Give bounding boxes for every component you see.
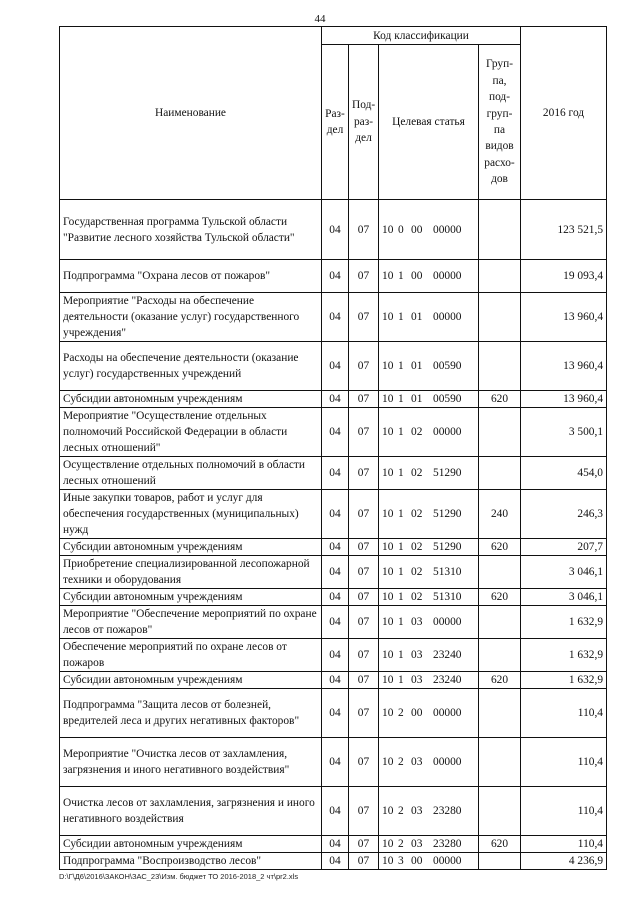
row-target-subprogram: 1 xyxy=(398,649,404,661)
row-razdel: 04 xyxy=(322,689,349,738)
row-podrazdel: 07 xyxy=(349,853,379,870)
row-name: Подпрограмма "Защита лесов от болезней, вредителей леса и других негативных факторов" xyxy=(60,689,322,738)
row-target-direction: 51310 xyxy=(433,591,462,603)
row-target-event: 01 xyxy=(411,360,423,372)
row-vid xyxy=(479,787,521,836)
row-name: Государственная программа Тульской области "Развитие лесного хозяйства Тульской области" xyxy=(60,200,322,260)
row-target xyxy=(379,457,479,490)
row-vid: 620 xyxy=(479,589,521,606)
row-target-subprogram: 2 xyxy=(398,805,404,817)
row-target-program: 10 xyxy=(382,467,394,479)
row-amount: 1 632,9 xyxy=(521,606,607,639)
table-row xyxy=(60,260,607,293)
row-podrazdel: 07 xyxy=(349,556,379,589)
row-target-direction: 51290 xyxy=(433,541,462,553)
row-target-subprogram: 2 xyxy=(398,756,404,768)
row-target-direction: 00590 xyxy=(433,393,462,405)
row-target-event: 02 xyxy=(411,541,423,553)
row-amount: 19 093,4 xyxy=(521,260,607,293)
row-target xyxy=(379,408,479,457)
table-row xyxy=(60,738,607,787)
file-path-footer: D:\Г\Д6\2016\ЗАКОН\ЗАС_23\Изм. бюджет ТО 2016-2018_2 чт\pr2.xls xyxy=(59,872,299,881)
row-amount: 123 521,5 xyxy=(521,200,607,260)
row-podrazdel: 07 xyxy=(349,639,379,672)
row-target-program: 10 xyxy=(382,756,394,768)
page-number: 44 xyxy=(314,13,326,25)
row-target-event: 02 xyxy=(411,467,423,479)
row-name: Подпрограмма "Охрана лесов от пожаров" xyxy=(60,260,322,293)
row-target-subprogram: 1 xyxy=(398,508,404,520)
row-name: Мероприятие "Обеспечение мероприятий по охране лесов от пожаров" xyxy=(60,606,322,639)
row-target-program: 10 xyxy=(382,674,394,686)
row-target xyxy=(379,391,479,408)
row-razdel: 04 xyxy=(322,408,349,457)
row-vid xyxy=(479,200,521,260)
row-podrazdel: 07 xyxy=(349,391,379,408)
table-row xyxy=(60,408,607,457)
row-target-program: 10 xyxy=(382,223,394,236)
row-target-subprogram: 1 xyxy=(398,426,404,438)
row-vid xyxy=(479,556,521,589)
row-name: Мероприятие "Расходы на обеспечение деятельности (оказание услуг) государственного учреждения" xyxy=(60,293,322,342)
row-target-program: 10 xyxy=(382,270,394,282)
row-podrazdel: 07 xyxy=(349,342,379,391)
row-podrazdel: 07 xyxy=(349,539,379,556)
header-name: Наименование xyxy=(60,27,322,200)
row-amount: 110,4 xyxy=(521,738,607,787)
row-target-subprogram: 1 xyxy=(398,270,404,282)
row-razdel: 04 xyxy=(322,200,349,260)
row-amount: 3 046,1 xyxy=(521,556,607,589)
row-vid xyxy=(479,689,521,738)
row-target-program: 10 xyxy=(382,426,394,438)
row-name: Обеспечение мероприятий по охране лесов от пожаров xyxy=(60,639,322,672)
table-row xyxy=(60,490,607,539)
row-target-subprogram: 1 xyxy=(398,541,404,553)
row-target xyxy=(379,490,479,539)
row-podrazdel: 07 xyxy=(349,738,379,787)
row-name: Осуществление отдельных полномочий в области лесных отношений xyxy=(60,457,322,490)
row-target-subprogram: 1 xyxy=(398,674,404,686)
table-row xyxy=(60,853,607,870)
row-razdel: 04 xyxy=(322,457,349,490)
row-target-direction: 00000 xyxy=(433,223,462,236)
row-target xyxy=(379,836,479,853)
row-target-subprogram: 1 xyxy=(398,616,404,628)
row-razdel: 04 xyxy=(322,738,349,787)
row-target-event: 02 xyxy=(411,566,423,578)
row-razdel: 04 xyxy=(322,787,349,836)
row-target-direction: 00000 xyxy=(433,616,462,628)
header-vid-text: Груп- па, под- груп- па видов расхо- дов xyxy=(484,58,515,186)
row-vid xyxy=(479,457,521,490)
row-target-subprogram: 1 xyxy=(398,566,404,578)
table-row xyxy=(60,556,607,589)
row-amount: 13 960,4 xyxy=(521,342,607,391)
row-target xyxy=(379,260,479,293)
row-name: Очистка лесов от захламления, загрязнения и иного негативного воздействия xyxy=(60,787,322,836)
table-row xyxy=(60,200,607,260)
row-target-event: 01 xyxy=(411,311,423,323)
row-target-event: 02 xyxy=(411,508,423,520)
table-row xyxy=(60,539,607,556)
row-target-event: 03 xyxy=(411,616,423,628)
row-target-program: 10 xyxy=(382,838,394,850)
header-razdel xyxy=(322,45,349,200)
row-target-direction: 23280 xyxy=(433,838,462,850)
row-target-subprogram: 1 xyxy=(398,393,404,405)
row-name: Приобретение специализированной лесопожарной техники и оборудования xyxy=(60,556,322,589)
row-target-direction: 51290 xyxy=(433,508,462,520)
row-name: Подпрограмма "Воспроизводство лесов" xyxy=(60,853,322,870)
row-podrazdel: 07 xyxy=(349,490,379,539)
row-podrazdel: 07 xyxy=(349,689,379,738)
table-row xyxy=(60,689,607,738)
row-target-program: 10 xyxy=(382,360,394,372)
row-target-direction: 23240 xyxy=(433,674,462,686)
header-row-top xyxy=(60,27,607,45)
row-razdel: 04 xyxy=(322,853,349,870)
header-classification: Код классификации xyxy=(322,27,521,45)
row-razdel: 04 xyxy=(322,836,349,853)
row-target-subprogram: 2 xyxy=(398,838,404,850)
row-razdel: 04 xyxy=(322,539,349,556)
row-target-event: 03 xyxy=(411,674,423,686)
row-name: Иные закупки товаров, работ и услуг для обеспечения государственных (муниципальных) нужд xyxy=(60,490,322,539)
row-razdel: 04 xyxy=(322,391,349,408)
row-target-event: 03 xyxy=(411,838,423,850)
row-amount: 3 046,1 xyxy=(521,589,607,606)
budget-table xyxy=(59,26,607,870)
header-podrazdel-text: Под- раз- дел xyxy=(352,99,376,145)
row-target-program: 10 xyxy=(382,616,394,628)
row-vid xyxy=(479,853,521,870)
row-target-subprogram: 1 xyxy=(398,360,404,372)
row-name: Субсидии автономным учреждениям xyxy=(60,589,322,606)
table-row xyxy=(60,836,607,853)
row-name: Расходы на обеспечение деятельности (оказание услуг) государственных учреждений xyxy=(60,342,322,391)
row-target xyxy=(379,342,479,391)
row-amount: 3 500,1 xyxy=(521,408,607,457)
row-amount: 246,3 xyxy=(521,490,607,539)
table-row xyxy=(60,391,607,408)
row-amount: 207,7 xyxy=(521,539,607,556)
row-target-event: 01 xyxy=(411,393,423,405)
table-row xyxy=(60,639,607,672)
row-target-program: 10 xyxy=(382,393,394,405)
row-podrazdel: 07 xyxy=(349,589,379,606)
table-row xyxy=(60,293,607,342)
row-target-program: 10 xyxy=(382,649,394,661)
row-target-direction: 00000 xyxy=(433,426,462,438)
row-name: Субсидии автономным учреждениям xyxy=(60,672,322,689)
row-target-program: 10 xyxy=(382,855,394,867)
header-podrazdel xyxy=(349,45,379,200)
row-target-direction: 23240 xyxy=(433,649,462,661)
row-target-event: 03 xyxy=(411,805,423,817)
row-target-direction: 23280 xyxy=(433,805,462,817)
header-razdel-text: Раз- дел xyxy=(325,107,345,136)
row-target-direction: 51310 xyxy=(433,566,462,578)
row-target xyxy=(379,539,479,556)
table-row xyxy=(60,342,607,391)
row-amount: 110,4 xyxy=(521,689,607,738)
row-target xyxy=(379,787,479,836)
row-target xyxy=(379,672,479,689)
row-name: Субсидии автономным учреждениям xyxy=(60,836,322,853)
row-target-program: 10 xyxy=(382,591,394,603)
row-target-subprogram: 0 xyxy=(398,223,404,236)
table-row xyxy=(60,589,607,606)
row-razdel: 04 xyxy=(322,639,349,672)
row-podrazdel: 07 xyxy=(349,457,379,490)
row-podrazdel: 07 xyxy=(349,293,379,342)
row-razdel: 04 xyxy=(322,606,349,639)
row-podrazdel: 07 xyxy=(349,260,379,293)
row-razdel: 04 xyxy=(322,293,349,342)
row-razdel: 04 xyxy=(322,260,349,293)
row-name: Мероприятие "Очистка лесов от захламления, загрязнения и иного негативного воздействия" xyxy=(60,738,322,787)
row-razdel: 04 xyxy=(322,490,349,539)
row-target-direction: 00000 xyxy=(433,311,462,323)
row-amount: 13 960,4 xyxy=(521,293,607,342)
row-razdel: 04 xyxy=(322,672,349,689)
row-vid: 240 xyxy=(479,490,521,539)
row-target-subprogram: 3 xyxy=(398,855,404,867)
row-vid xyxy=(479,342,521,391)
row-amount: 4 236,9 xyxy=(521,853,607,870)
row-vid: 620 xyxy=(479,672,521,689)
row-vid xyxy=(479,408,521,457)
header-vid xyxy=(479,45,521,200)
row-amount: 110,4 xyxy=(521,836,607,853)
row-amount: 454,0 xyxy=(521,457,607,490)
row-vid: 620 xyxy=(479,836,521,853)
row-vid xyxy=(479,260,521,293)
row-vid xyxy=(479,639,521,672)
row-target xyxy=(379,639,479,672)
row-target-subprogram: 1 xyxy=(398,311,404,323)
row-razdel: 04 xyxy=(322,342,349,391)
row-amount: 110,4 xyxy=(521,787,607,836)
row-amount: 13 960,4 xyxy=(521,391,607,408)
row-target-subprogram: 1 xyxy=(398,591,404,603)
row-razdel: 04 xyxy=(322,556,349,589)
row-target-event: 00 xyxy=(411,270,423,282)
row-vid xyxy=(479,606,521,639)
row-target-direction: 00000 xyxy=(433,855,462,867)
row-target xyxy=(379,689,479,738)
row-amount: 1 632,9 xyxy=(521,672,607,689)
row-name: Субсидии автономным учреждениям xyxy=(60,391,322,408)
header-year: 2016 год xyxy=(521,27,607,200)
row-target-event: 03 xyxy=(411,756,423,768)
row-target-event: 00 xyxy=(411,855,423,867)
row-razdel: 04 xyxy=(322,589,349,606)
row-target-direction: 00000 xyxy=(433,270,462,282)
row-vid: 620 xyxy=(479,539,521,556)
table-row xyxy=(60,672,607,689)
row-target-direction: 51290 xyxy=(433,467,462,479)
row-target-program: 10 xyxy=(382,707,394,719)
row-podrazdel: 07 xyxy=(349,836,379,853)
row-target xyxy=(379,738,479,787)
row-target-direction: 00590 xyxy=(433,360,462,372)
row-target-direction: 00000 xyxy=(433,707,462,719)
row-target xyxy=(379,853,479,870)
table-row xyxy=(60,457,607,490)
row-podrazdel: 07 xyxy=(349,606,379,639)
row-target xyxy=(379,606,479,639)
row-target xyxy=(379,293,479,342)
row-target-event: 02 xyxy=(411,426,423,438)
row-name: Мероприятие "Осуществление отдельных полномочий Российской Федерации в области лесных отношений" xyxy=(60,408,322,457)
row-name: Субсидии автономным учреждениям xyxy=(60,539,322,556)
row-podrazdel: 07 xyxy=(349,200,379,260)
row-vid: 620 xyxy=(479,391,521,408)
row-target xyxy=(379,200,479,260)
row-vid xyxy=(479,738,521,787)
row-podrazdel: 07 xyxy=(349,787,379,836)
row-target-event: 00 xyxy=(411,223,423,236)
row-target-program: 10 xyxy=(382,566,394,578)
row-amount: 1 632,9 xyxy=(521,639,607,672)
row-vid xyxy=(479,293,521,342)
row-target-event: 00 xyxy=(411,707,423,719)
row-target xyxy=(379,589,479,606)
row-target xyxy=(379,556,479,589)
row-target-event: 02 xyxy=(411,591,423,603)
row-target-event: 03 xyxy=(411,649,423,661)
row-target-program: 10 xyxy=(382,541,394,553)
table-row xyxy=(60,787,607,836)
row-target-program: 10 xyxy=(382,805,394,817)
row-target-subprogram: 2 xyxy=(398,707,404,719)
row-target-program: 10 xyxy=(382,311,394,323)
row-podrazdel: 07 xyxy=(349,408,379,457)
header-target: Целевая статья xyxy=(379,45,479,200)
row-target-program: 10 xyxy=(382,508,394,520)
table-row xyxy=(60,606,607,639)
row-target-direction: 00000 xyxy=(433,756,462,768)
row-podrazdel: 07 xyxy=(349,672,379,689)
row-target-subprogram: 1 xyxy=(398,467,404,479)
